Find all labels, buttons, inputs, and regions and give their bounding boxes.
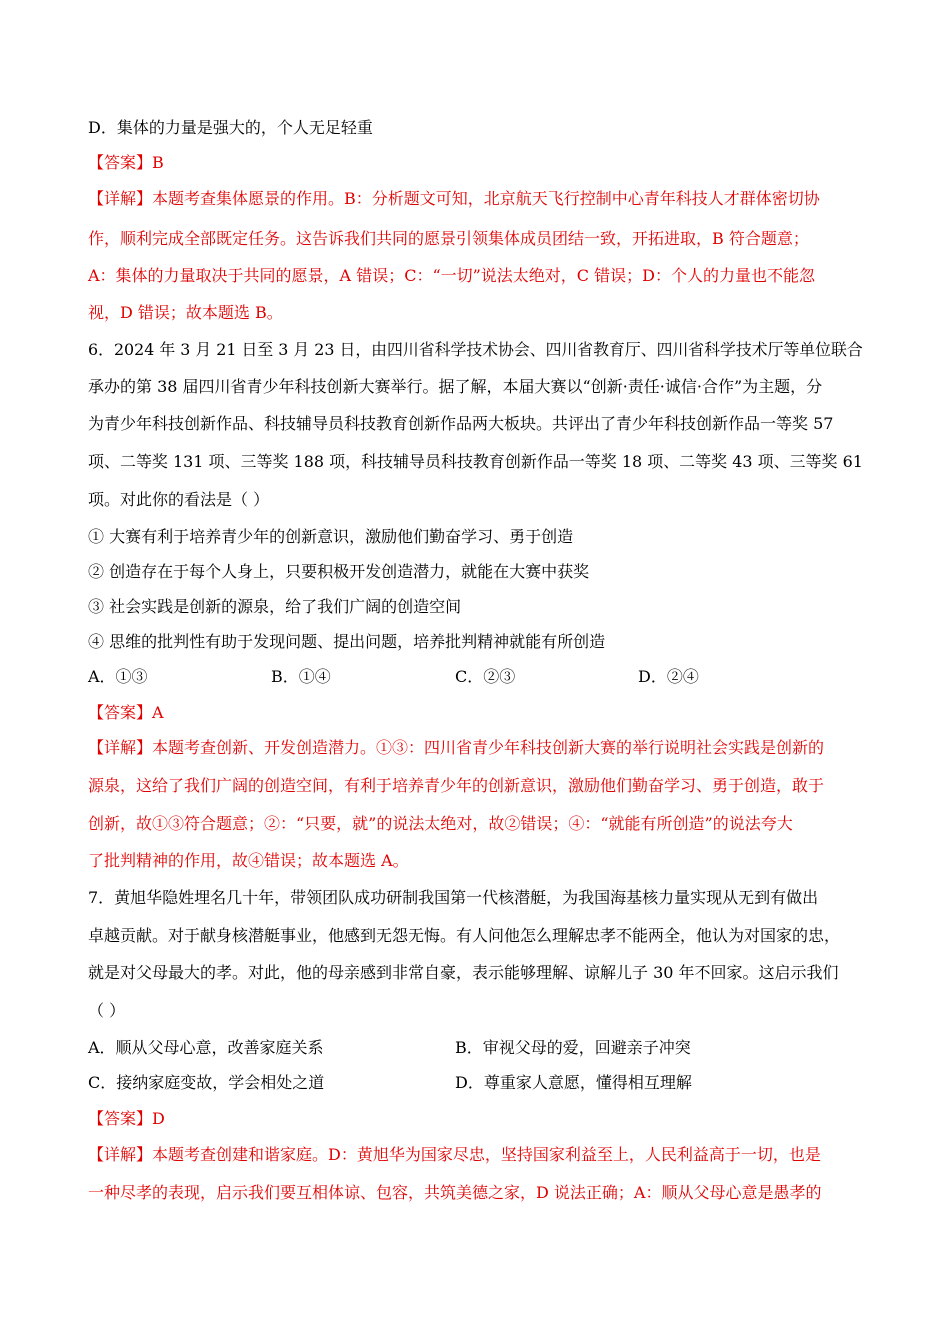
prev-explanation-line: 作，顺利完成全部既定任务。这告诉我们共同的愿景引领集体成员团结一致，开拓进取，B 符合题意； <box>88 229 809 248</box>
q7-explanation-line: 一种尽孝的表现，启示我们要互相体谅、包容，共筑美德之家，D 说法正确；A：顺从父母心意是愚孝的 <box>88 1183 822 1202</box>
q6-explanation-line: 源泉，这给了我们广阔的创造空间，有利于培养青少年的创新意识，激励他们勤奋学习、勇于创造，敢于 <box>88 776 825 795</box>
q6-explanation-line: 了批判精神的作用，故④错误；故本题选 A。 <box>88 851 409 870</box>
q6-statement: ③ 社会实践是创新的源泉，给了我们广阔的创造空间 <box>88 597 462 616</box>
q6-explanation-line: 创新，故①③符合题意；②：“只要，就”的说法太绝对，故②错误；④：“就能有所创造”的说法夸大 <box>88 814 793 833</box>
prev-explanation-line: 【详解】本题考查集体愿景的作用。B：分析题文可知，北京航天飞行控制中心青年科技人才群体密切协 <box>88 189 820 208</box>
q7-option-b: B．审视父母的爱，回避亲子冲突 <box>455 1038 691 1057</box>
prev-explanation-line: 视，D 错误；故本题选 B。 <box>88 303 283 322</box>
q6-option-c: C．②③ <box>455 667 516 686</box>
q6-stem-line: 为青少年科技创新作品、科技辅导员科技教育创新作品两大板块。共评出了青少年科技创新作品一等奖 57 <box>88 414 834 433</box>
q6-stem-line: 项。对此你的看法是（ ） <box>88 490 270 509</box>
q7-stem-line: 7．黄旭华隐姓埋名几十年，带领团队成功研制我国第一代核潜艇，为我国海基核力量实现从无到有做出 <box>88 888 819 907</box>
q7-stem-line: （ ） <box>88 1001 126 1020</box>
q6-explanation-line: 【详解】本题考查创新、开发创造潜力。①③：四川省青少年科技创新大赛的举行说明社会实践是创新的 <box>88 738 825 757</box>
q6-statement: ① 大赛有利于培养青少年的创新意识，激励他们勤奋学习、勇于创造 <box>88 527 574 546</box>
q6-statement: ② 创造存在于每个人身上，只要积极开发创造潜力，就能在大赛中获奖 <box>88 562 590 581</box>
q7-explanation-line: 【详解】本题考查创建和谐家庭。D：黄旭华为国家尽忠，坚持国家利益至上，人民利益高于一切，也是 <box>88 1145 821 1164</box>
prev-answer: 【答案】B <box>88 153 164 172</box>
prev-explanation-line: A：集体的力量取决于共同的愿景，A 错误；C：“一切”说法太绝对，C 错误；D：个人的力量也不能忽 <box>88 266 815 285</box>
q6-statement: ④ 思维的批判性有助于发现问题、提出问题，培养批判精神就能有所创造 <box>88 632 606 651</box>
q6-stem-line: 承办的第 38 届四川省青少年科技创新大赛举行。据了解，本届大赛以“创新·责任·诚信·合作”为主题，分 <box>88 377 823 396</box>
q7-option-c: C．接纳家庭变故，学会相处之道 <box>88 1073 325 1092</box>
q6-stem-line: 6．2024 年 3 月 21 日至 3 月 23 日，由四川省科学技术协会、四川省教育厅、四川省科学技术厅等单位联合 <box>88 340 863 359</box>
q6-option-b: B．①④ <box>271 667 331 686</box>
q6-answer: 【答案】A <box>88 703 164 722</box>
q7-answer: 【答案】D <box>88 1109 165 1128</box>
q6-stem-line: 项、二等奖 131 项、三等奖 188 项，科技辅导员科技教育创新作品一等奖 18 项、二等奖 43 项、三等奖 61 <box>88 452 863 471</box>
q7-option-a: A．顺从父母心意，改善家庭关系 <box>88 1038 324 1057</box>
q6-option-a: A．①③ <box>88 667 148 686</box>
q7-stem-line: 卓越贡献。对于献身核潜艇事业，他感到无怨无悔。有人问他怎么理解忠孝不能两全，他认为对国家的忠， <box>88 926 841 945</box>
q7-stem-line: 就是对父母最大的孝。对此，他的母亲感到非常自豪，表示能够理解、谅解儿子 30 年不回家。这启示我们 <box>88 963 839 982</box>
q7-option-d: D．尊重家人意愿，懂得相互理解 <box>455 1073 692 1092</box>
q6-option-d: D．②④ <box>638 667 699 686</box>
prev-option-d: D．集体的力量是强大的，个人无足轻重 <box>88 118 373 137</box>
